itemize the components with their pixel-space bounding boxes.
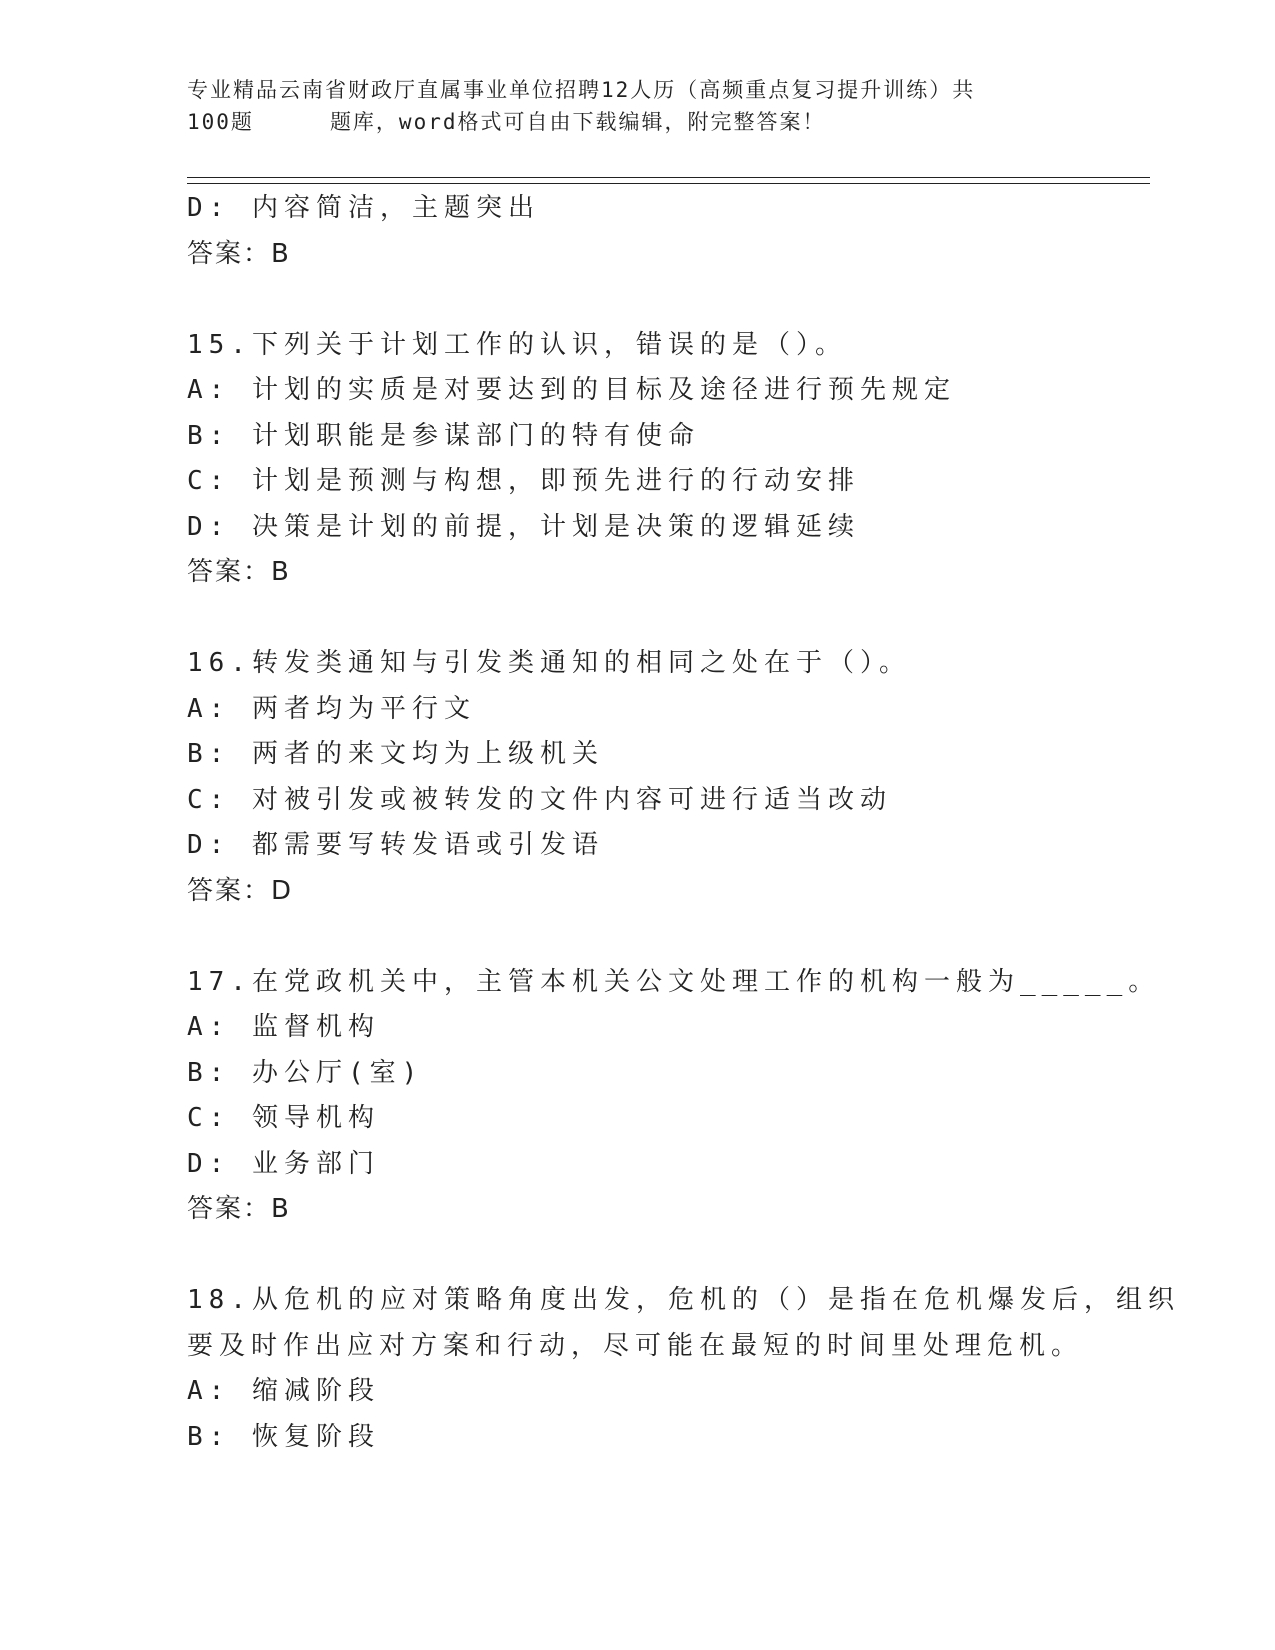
header-rule-bottom	[187, 183, 1150, 184]
document-header	[187, 74, 1087, 138]
option-a: A: 监督机构	[187, 1012, 380, 1042]
header-description: 题库，word格式可自由下载编辑，附完整答案！	[329, 110, 826, 134]
question-text-line-2: 要及时作出应对方案和行动，尽可能在最短的时间里处理危机。	[187, 1330, 1084, 1361]
question-block-17	[187, 960, 1161, 1233]
header-line-2	[187, 106, 1087, 138]
option-d: D: 内容简洁，主题突出	[187, 193, 540, 223]
option-c: C: 领导机构	[187, 1103, 380, 1133]
question-text: 15.下列关于计划工作的认识，错误的是（）。	[187, 329, 847, 360]
header-line-1: 专业精品云南省财政厅直属事业单位招聘12人历（高频重点复习提升训练）共	[187, 78, 976, 102]
option-d: D: 决策是计划的前提，计划是决策的逻辑延续	[187, 511, 860, 542]
option-c: C: 计划是预测与构想，即预先进行的行动安排	[187, 466, 860, 496]
answer-line: 答案：B	[187, 1194, 291, 1224]
question-block-15	[187, 323, 1087, 596]
option-d: D: 都需要写转发语或引发语	[187, 830, 604, 860]
header-rule-top	[187, 177, 1150, 178]
question-text: 16.转发类通知与引发类通知的相同之处在于（）。	[187, 648, 911, 678]
answer-line: 答案：B	[187, 238, 291, 269]
header-count: 100题	[187, 110, 254, 134]
question-text: 17.在党政机关中，主管本机关公文处理工作的机构一般为_____。	[187, 966, 1161, 997]
question-text-line-1: 18.从危机的应对策略角度出发，危机的（）是指在危机爆发后，组织	[187, 1285, 1180, 1315]
question-block-18	[187, 1278, 1180, 1460]
answer-line: 答案：D	[187, 875, 294, 906]
question-list	[187, 186, 1180, 1460]
option-a: A: 两者均为平行文	[187, 693, 476, 724]
question-block-14	[187, 186, 1087, 277]
answer-line: 答案：B	[187, 557, 291, 587]
option-a: A: 缩减阶段	[187, 1376, 380, 1406]
option-c: C: 对被引发或被转发的文件内容可进行适当改动	[187, 784, 892, 815]
option-b: B: 计划职能是参谋部门的特有使命	[187, 420, 700, 451]
option-a: A: 计划的实质是对要达到的目标及途径进行预先规定	[187, 375, 956, 405]
question-block-16	[187, 641, 1087, 914]
option-b: B: 恢复阶段	[187, 1421, 380, 1452]
option-b: B: 办公厅(室)	[187, 1057, 424, 1088]
option-b: B: 两者的来文均为上级机关	[187, 739, 604, 769]
option-d: D: 业务部门	[187, 1148, 380, 1179]
